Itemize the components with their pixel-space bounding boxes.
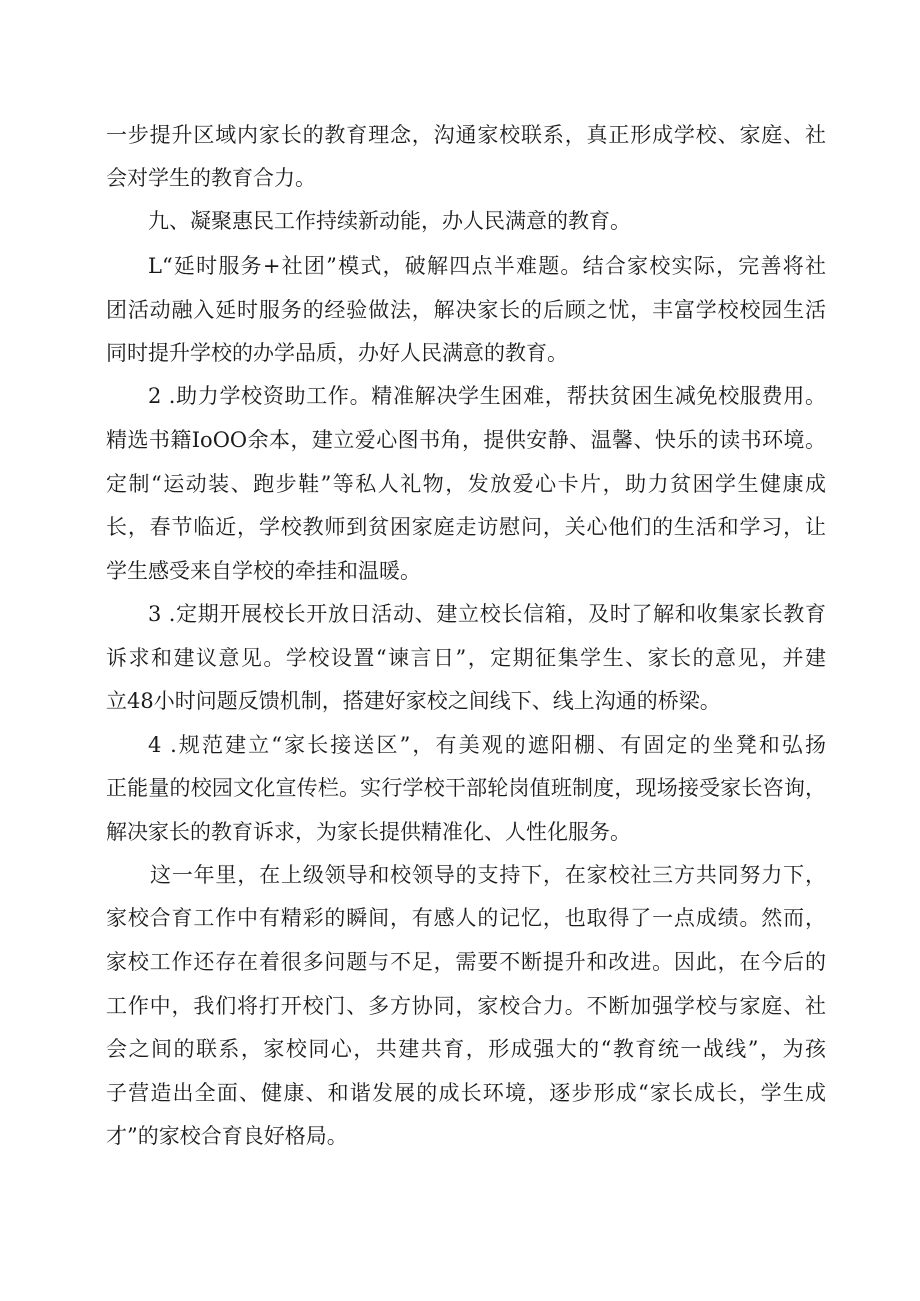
paragraph-line: 精选书籍IoOO余本，建立爱心图书角，提供安静、温馨、快乐的读书环境。 (106, 428, 826, 452)
paragraph-line: L“延时服务+社团”模式，破解四点半难题。结合家校实际，完善将社 (148, 254, 826, 278)
paragraph-line: 这一年里，在上级领导和校领导的支持下，在家校社三方共同努力下， (150, 863, 826, 887)
paragraph-line: 会对学生的教育合力。 (106, 166, 316, 190)
paragraph-line: 家校工作还存在着很多问题与不足，需要不断提升和改进。因此，在今后的 (106, 950, 826, 974)
paragraph-line: 4 .规范建立“家长接送区”，有美观的遮阳棚、有固定的坐凳和弘扬 (148, 733, 826, 757)
paragraph-line: 会之间的联系，家校同心，共建共育，形成强大的“教育统一战线”，为孩 (106, 1037, 826, 1061)
paragraph-line: 工作中，我们将打开校门、多方协同，家校合力。不断加强学校与家庭、社 (106, 994, 826, 1018)
paragraph-line: 长，春节临近，学校教师到贫困家庭走访慰问，关心他们的生活和学习，让 (106, 515, 826, 539)
paragraph-line: 团活动融入延时服务的经验做法，解决家长的后顾之忧，丰富学校校园生活 (106, 298, 826, 322)
paragraph-line: 学生感受来自学校的牵挂和温暖。 (106, 559, 421, 583)
section-heading: 九、凝聚惠民工作持续新动能，办人民满意的教育。 (148, 209, 631, 233)
paragraph-line: 才”的家校合育良好格局。 (106, 1124, 348, 1148)
paragraph-line: 一步提升区域内家长的教育理念，沟通家校联系，真正形成学校、家庭、社 (106, 123, 826, 147)
paragraph-line: 家校合育工作中有精彩的瞬间，有感人的记忆，也取得了一点成绩。然而， (106, 906, 826, 930)
paragraph-line: 子营造出全面、健康、和谐发展的成长环境，逐步形成“家长成长，学生成 (106, 1081, 826, 1105)
paragraph-line: 同时提升学校的办学品质，办好人民满意的教育。 (106, 341, 568, 365)
paragraph-line: 立48小时问题反馈机制，搭建好家校之间线下、线上沟通的桥梁。 (106, 689, 721, 713)
paragraph-line: 正能量的校园文化宣传栏。实行学校干部轮岗值班制度，现场接受家长咨询， (106, 776, 826, 800)
paragraph-line: 诉求和建议意见。学校设置“谏言日”，定期征集学生、家长的意见，并建 (106, 646, 826, 670)
paragraph-line: 定制“运动装、跑步鞋”等私人礼物，发放爱心卡片，助力贫困学生健康成 (106, 472, 826, 496)
paragraph-line: 2 .助力学校资助工作。精准解决学生困难，帮扶贫困生减免校服费用。 (148, 384, 826, 408)
paragraph-line: 解决家长的教育诉求，为家长提供精准化、人性化服务。 (106, 820, 631, 844)
paragraph-line: 3 .定期开展校长开放日活动、建立校长信箱，及时了解和收集家长教育 (148, 602, 826, 626)
